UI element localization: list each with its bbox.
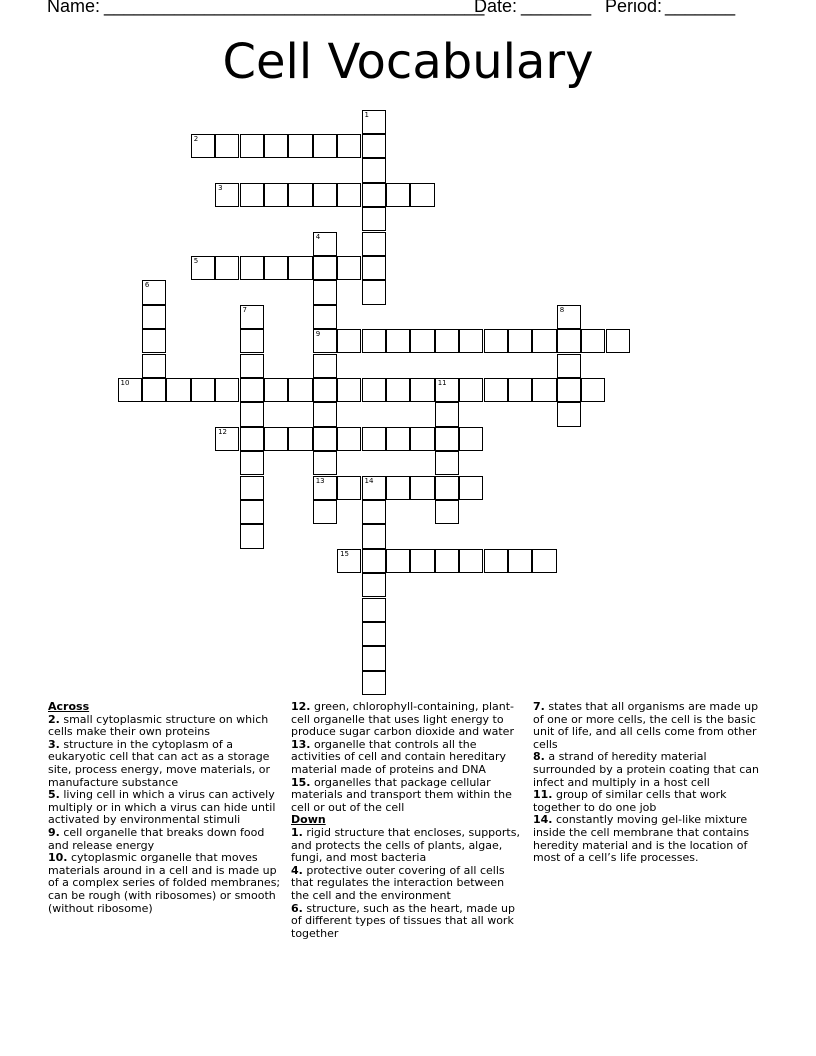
grid-cell[interactable] — [264, 427, 288, 451]
grid-cell[interactable] — [386, 329, 410, 353]
clue-number: 14 — [364, 476, 374, 485]
grid-cell[interactable] — [532, 329, 556, 353]
grid-cell[interactable] — [459, 476, 483, 500]
grid-cell[interactable] — [362, 280, 386, 304]
grid-cell[interactable] — [313, 427, 337, 451]
grid-cell[interactable] — [118, 378, 142, 402]
clue-down-11: 11. group of similar cells that work together to do one job — [533, 788, 727, 814]
grid-cell[interactable] — [313, 500, 337, 524]
grid-cell[interactable] — [191, 134, 215, 158]
clue-number: 8 — [559, 305, 565, 314]
grid-cell[interactable] — [362, 671, 386, 695]
clue-across-9: 9. cell organelle that breaks down food and release energy — [48, 825, 265, 852]
grid-cell[interactable] — [435, 427, 459, 451]
grid-cell[interactable] — [459, 378, 483, 402]
grid-cell[interactable] — [142, 280, 166, 304]
grid-cell[interactable] — [410, 476, 434, 500]
clues-column-1 — [48, 701, 286, 915]
clue-across-15: 15. organelles that package cellular materials and transport them within the cell or out of the cell — [291, 775, 512, 814]
grid-cell[interactable] — [313, 329, 337, 353]
grid-cell[interactable] — [142, 354, 166, 378]
clue-number: 10 — [120, 378, 130, 387]
clue-number: 7 — [242, 305, 247, 314]
grid-cell[interactable] — [362, 646, 386, 670]
grid-cell[interactable] — [532, 549, 556, 573]
grid-cell[interactable] — [240, 524, 264, 548]
grid-cell[interactable] — [337, 256, 361, 280]
grid-cell[interactable] — [508, 549, 532, 573]
clue-number: 13 — [315, 476, 325, 485]
grid-cell[interactable] — [240, 354, 264, 378]
grid-cell[interactable] — [435, 476, 459, 500]
period-label: Period: — [605, 0, 663, 16]
grid-cell[interactable] — [459, 427, 483, 451]
grid-cell[interactable] — [459, 329, 483, 353]
grid-cell[interactable] — [410, 378, 434, 402]
grid-cell[interactable] — [362, 549, 386, 573]
grid-cell[interactable] — [337, 549, 361, 573]
grid-cell[interactable] — [581, 329, 605, 353]
clue-number: 9 — [315, 330, 321, 339]
clue-down-14: 14. constantly moving gel-like mixture inside the cell membrane that contains heredity material and is the location of most of a cell’s life processes. — [533, 813, 750, 865]
grid-cell[interactable] — [337, 427, 361, 451]
clue-across-5: 5. living cell in which a virus can actively multiply or in which a virus can hide until activated by environmental stimuli — [48, 788, 276, 827]
clue-down-8: 8. a strand of heredity material surrounded by a protein coating that can infect and multiply in a host cell — [533, 750, 759, 789]
clue-number: 1 — [364, 110, 369, 119]
grid-cell[interactable] — [313, 476, 337, 500]
grid-cell[interactable] — [606, 329, 630, 353]
grid-cell[interactable] — [362, 232, 386, 256]
grid-cell[interactable] — [313, 402, 337, 426]
grid-cell[interactable] — [435, 329, 459, 353]
period-line[interactable]: _______ — [665, 0, 736, 16]
grid-cell[interactable] — [264, 256, 288, 280]
grid-cell[interactable] — [313, 451, 337, 475]
clue-down-7: 7. states that all organisms are made up of one or more cells, the cell is the basic unit of life, and all cells come from other cells — [533, 700, 759, 751]
grid-cell[interactable] — [410, 329, 434, 353]
grid-cell[interactable] — [240, 134, 264, 158]
grid-cell[interactable] — [581, 378, 605, 402]
clue-number: 5 — [193, 256, 199, 265]
grid-cell[interactable] — [435, 549, 459, 573]
clue-number: 15 — [340, 549, 350, 558]
grid-cell[interactable] — [313, 354, 337, 378]
date-label: Date: — [474, 0, 518, 16]
clue-number: 2 — [193, 134, 199, 143]
grid-cell[interactable] — [215, 183, 239, 207]
grid-cell[interactable] — [508, 329, 532, 353]
grid-cell[interactable] — [288, 183, 312, 207]
grid-cell[interactable] — [386, 476, 410, 500]
grid-cell[interactable] — [386, 427, 410, 451]
grid-cell[interactable] — [386, 549, 410, 573]
grid-cell[interactable] — [313, 183, 337, 207]
grid-cell[interactable] — [264, 378, 288, 402]
grid-cell[interactable] — [337, 378, 361, 402]
page-title: Cell Vocabulary — [222, 34, 594, 90]
grid-cell[interactable] — [459, 549, 483, 573]
grid-cell[interactable] — [557, 354, 581, 378]
grid-cell[interactable] — [240, 427, 264, 451]
grid-cell[interactable] — [362, 183, 386, 207]
clue-across-13: 13. organelle that controls all the activities of cell and contain hereditary material made of proteins and DNA — [291, 737, 507, 776]
grid-cell[interactable] — [142, 329, 166, 353]
grid-cell[interactable] — [191, 378, 215, 402]
grid-cell[interactable] — [142, 305, 166, 329]
grid-cell[interactable] — [435, 402, 459, 426]
clue-down-4: 4. protective outer covering of all cells that regulates the interaction between the cell and the environment — [291, 863, 505, 902]
clue-number: 11 — [437, 378, 447, 387]
grid-cell[interactable] — [240, 378, 264, 402]
grid-cell[interactable] — [215, 134, 239, 158]
grid-cell[interactable] — [557, 305, 581, 329]
grid-cell[interactable] — [386, 183, 410, 207]
grid-cell[interactable] — [191, 256, 215, 280]
clues-column-2 — [291, 701, 523, 940]
grid-cell[interactable] — [264, 134, 288, 158]
grid-cell[interactable] — [484, 329, 508, 353]
grid-cell[interactable] — [215, 378, 239, 402]
clue-across-2: 2. small cytoplasmic structure on which cells make their own proteins — [48, 712, 269, 739]
grid-cell[interactable] — [410, 427, 434, 451]
grid-cell[interactable] — [362, 500, 386, 524]
grid-cell[interactable] — [386, 378, 410, 402]
grid-cell[interactable] — [313, 280, 337, 304]
grid-cell[interactable] — [435, 500, 459, 524]
grid-cell[interactable] — [240, 305, 264, 329]
grid-cell[interactable] — [337, 476, 361, 500]
grid-cell[interactable] — [240, 476, 264, 500]
grid-cell[interactable] — [557, 402, 581, 426]
across-heading: Across — [48, 700, 90, 713]
grid-cell[interactable] — [337, 183, 361, 207]
clue-number: 3 — [218, 183, 223, 192]
grid-cell[interactable] — [362, 598, 386, 622]
grid-cell[interactable] — [557, 329, 581, 353]
grid-cell[interactable] — [313, 378, 337, 402]
grid-cell[interactable] — [240, 402, 264, 426]
clue-across-3: 3. structure in the cytoplasm of a eukaryotic cell that can act as a storage site, process energy, move materials, or manufacture substance — [48, 737, 271, 789]
grid-cell[interactable] — [484, 378, 508, 402]
grid-cell[interactable] — [532, 378, 556, 402]
grid-cell[interactable] — [435, 378, 459, 402]
grid-cell[interactable] — [362, 476, 386, 500]
grid-cell[interactable] — [362, 158, 386, 182]
clue-down-1: 1. rigid structure that encloses, supports, and protects the cells of plants, algae, fungi, and most bacteria — [291, 825, 520, 865]
grid-cell[interactable] — [215, 256, 239, 280]
grid-cell[interactable] — [166, 378, 190, 402]
grid-cell[interactable] — [362, 622, 386, 646]
grid-cell[interactable] — [362, 524, 386, 548]
grid-cell[interactable] — [362, 427, 386, 451]
grid-cell[interactable] — [410, 183, 434, 207]
grid-cell[interactable] — [362, 573, 386, 597]
grid-cell[interactable] — [264, 183, 288, 207]
name-line[interactable]: ______________________________________ — [104, 0, 485, 16]
grid-cell[interactable] — [288, 256, 312, 280]
grid-cell[interactable] — [215, 427, 239, 451]
clues-column-3 — [533, 701, 771, 865]
grid-cell[interactable] — [410, 549, 434, 573]
clue-number: 4 — [315, 232, 321, 241]
grid-cell[interactable] — [362, 329, 386, 353]
grid-cell[interactable] — [337, 134, 361, 158]
name-label: Name: — [47, 0, 101, 16]
grid-cell[interactable] — [362, 256, 386, 280]
grid-cell[interactable] — [362, 378, 386, 402]
clue-number: 12 — [218, 427, 228, 436]
grid-cell[interactable] — [362, 207, 386, 231]
grid-cell[interactable] — [240, 500, 264, 524]
grid-cell[interactable] — [240, 451, 264, 475]
grid-cell[interactable] — [337, 329, 361, 353]
grid-cell[interactable] — [435, 451, 459, 475]
grid-cell[interactable] — [313, 134, 337, 158]
down-heading: Down — [291, 813, 326, 827]
grid-cell[interactable] — [240, 329, 264, 353]
grid-cell[interactable] — [288, 427, 312, 451]
grid-cell[interactable] — [288, 134, 312, 158]
grid-cell[interactable] — [508, 378, 532, 402]
grid-cell[interactable] — [313, 256, 337, 280]
grid-cell[interactable] — [142, 378, 166, 402]
grid-cell[interactable] — [240, 256, 264, 280]
grid-cell[interactable] — [557, 378, 581, 402]
clue-across-10: 10. cytoplasmic organelle that moves materials around in a cell and is made up of a complex series of folded membranes; can be rough (with ribosomes) or smooth (without ribosome) — [48, 851, 281, 915]
clue-number: 6 — [144, 281, 150, 290]
date-line[interactable]: _______ — [521, 0, 592, 16]
grid-cell[interactable] — [484, 549, 508, 573]
grid-cell[interactable] — [362, 134, 386, 158]
grid-cell[interactable] — [313, 305, 337, 329]
grid-cell[interactable] — [313, 232, 337, 256]
grid-cell[interactable] — [288, 378, 312, 402]
grid-cell[interactable] — [240, 183, 264, 207]
clue-down-6: 6. structure, such as the heart, made up of different types of tissues that all work together — [291, 901, 515, 940]
grid-cell[interactable] — [362, 110, 386, 134]
clue-across-12: 12. green, chlorophyll-containing, plant-cell organelle that uses light energy to produce sugar carbon dioxide and water — [291, 700, 514, 739]
